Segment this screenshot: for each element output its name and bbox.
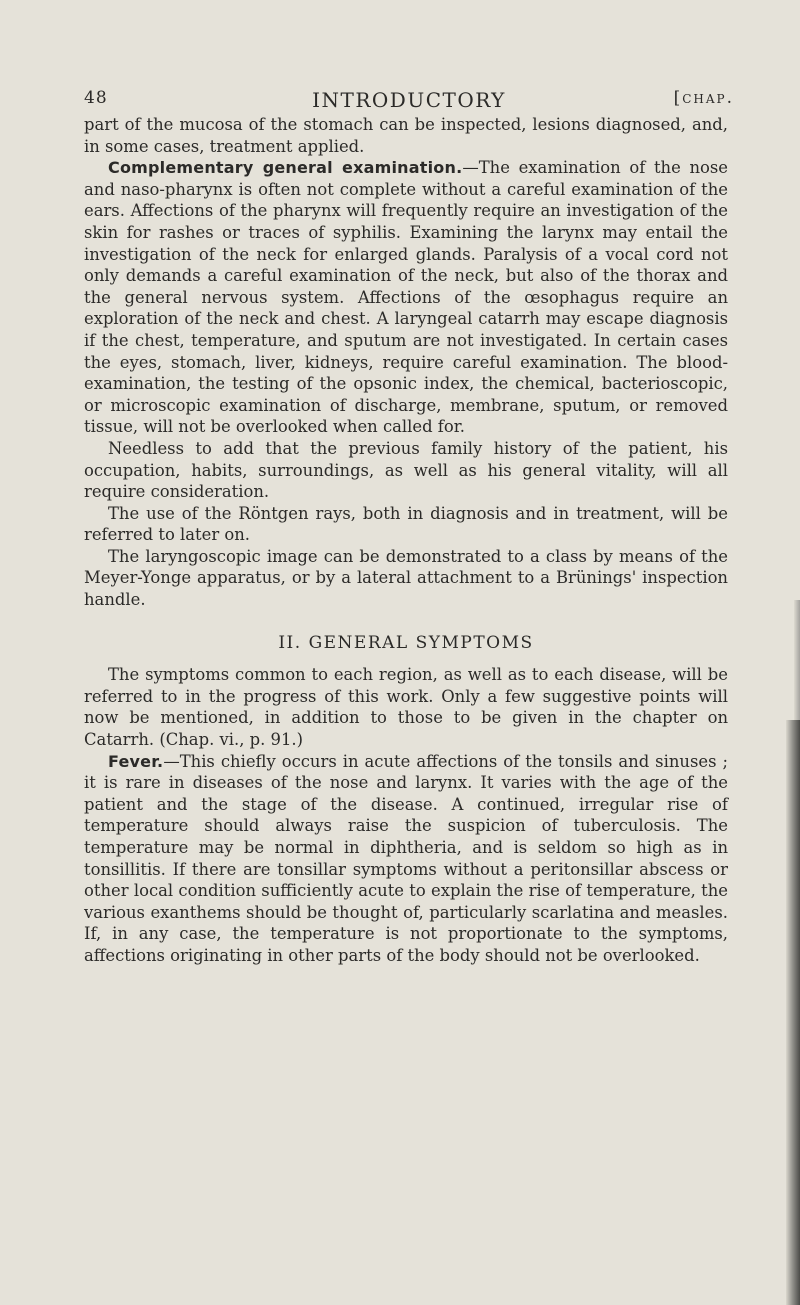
paragraph-complementary-examination: [84, 157, 728, 438]
chapter-label: [chap.: [673, 88, 734, 108]
paragraph-body: —This chiefly occurs in acute affections of the tonsils and sinuses ; it is rare in diseases of the nose and larynx. It varies with the age of the patient and the stage of the disease. A continued, irregular rise of temperature should always raise the suspicion of tuberculosis. The temperature may be normal in diphtheria, and is seldom so high as in tonsillitis. If there are tonsillar symptoms without a peritonsillar abscess or other local condition sufficiently acute to explain the rise of temperature, the various exanthems should be thought of, particularly scarlatina and measles. If, in any case, the temperature is not proportionate to the symptoms, affections originating in other parts of the body should not be overlooked.: [84, 751, 728, 965]
running-title: INTRODUCTORY: [312, 88, 506, 112]
paragraph-lead-heading: Fever.: [108, 751, 164, 771]
page-edge-shadow: [786, 720, 800, 1305]
paragraph-symptoms-intro: The symptoms common to each region, as well as to each disease, will be referred to in the progress of this work. Only a few suggestive points will now be mentioned, in addition to those to be given in the chapter on Catarrh. (Chap. vi., p. 91.): [84, 665, 728, 750]
paragraph-family-history: Needless to add that the previous family history of the patient, his occupation, habits, surroundings, as well as his general vitality, will all require consideration.: [84, 438, 728, 502]
paragraph-body: —The examination of the nose and naso-pharynx is often not complete without a careful examination of the ears. Affections of the pharynx will frequently require an investigation of the skin for rashes or traces of syphilis. Examining the larynx may entail the investigation of the neck for enlarged glands. Paralysis of a vocal cord not only demands a careful examination of the neck, but also of the thorax and the general nervous system. Affections of the œsophagus require an exploration of the neck and chest. A laryngeal catarrh may escape diagnosis if the chest, temperature, and sputum are not investigated. In certain cases the eyes, stomach, liver, kidneys, require careful examination. The blood-examination, the testing of the opsonic index, the chemical, bacterioscopic, or microscopic examination of discharge, membrane, sputum, or removed tissue, will not be overlooked when called for.: [84, 158, 728, 437]
section-heading: II. GENERAL SYMPTOMS: [278, 632, 534, 653]
paragraph-continuation: part of the mucosa of the stomach can be inspected, lesions diagnosed, and, in some cases, treatment applied.: [84, 115, 728, 156]
paragraph-lead-heading: Complementary general examination.: [108, 158, 463, 178]
page-number: 48: [84, 88, 108, 108]
body-text: [84, 114, 728, 967]
paragraph-laryngoscopic-image: The laryngoscopic image can be demonstrated to a class by means of the Meyer-Yonge apparatus, or by a lateral attachment to a Brünings' inspection handle.: [84, 546, 728, 610]
paragraph-fever: [84, 751, 728, 967]
paragraph-rontgen-rays: The use of the Röntgen rays, both in diagnosis and in treatment, will be referred to later on.: [84, 503, 728, 545]
page-edge-shadow-upper: [794, 600, 800, 720]
